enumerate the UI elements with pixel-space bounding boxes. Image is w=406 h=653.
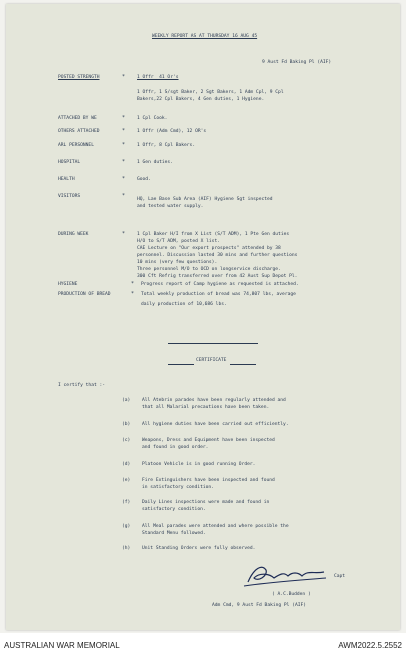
label-visitors: VISITORS: [58, 194, 81, 199]
cert-item-line: Weapons, Dress and Equipment have been inspected: [142, 438, 275, 443]
cert-item-line: Daily Lines inspections were made and found in: [142, 500, 270, 505]
cert-item-letter: (d): [122, 462, 131, 467]
cert-item-line: All Atebrin parades have been regularly attended and: [142, 398, 286, 403]
handwritten-signature: [240, 560, 328, 590]
cert-item-line: and found in good order.: [142, 445, 209, 450]
label-health: HEALTH: [58, 177, 75, 182]
cert-item-line: Unit Standing Orders were fully observed.: [142, 546, 256, 551]
arl-personnel-line: 1 Offr, 8 Cpl Bakers.: [137, 143, 196, 148]
bullet-asterisk: *: [122, 159, 126, 165]
cert-item-line: All Meal parades were attended and where possible the: [142, 524, 289, 529]
cert-item-letter: (e): [122, 478, 131, 483]
report-title: WEEKLY REPORT AS AT THURSDAY 16 AUG 45: [152, 34, 258, 39]
production-line: Total weekly production of bread was 74,807 lbs, average: [141, 292, 296, 297]
cert-item-line: in satisfactory condition.: [142, 485, 214, 490]
footer-institution: AUSTRALIAN WAR MEMORIAL: [4, 641, 120, 650]
during-week-line: 1 Cpl Baker H/I from X List (S/T ADM), 1 Pte Gen duties: [137, 232, 290, 237]
label-arl-personnel: ARL PERSONNEL: [58, 143, 94, 148]
production-line: daily production of 10,686 lbs.: [141, 302, 227, 307]
during-week-line: 300 Cft Refrig transferred over from 42 Aust Sup Depot Pl.: [137, 274, 298, 279]
signature-name: ( A.C.Budden ): [272, 592, 311, 597]
unit-name: 9 Aust Fd Baking Pl (AIF): [262, 60, 332, 65]
during-week-line: H/O to S/T ADM, posted X list.: [137, 239, 220, 244]
posted-strength-line: Bakers,22 Cpl Bakers, 4 Gen duties, 1 Hygiene.: [137, 97, 265, 102]
during-week-line: CAE Lecture on "Our export prospects" attended by 38: [137, 246, 281, 251]
cert-item-letter: (f): [122, 500, 131, 505]
certificate-intro: I certify that :-: [58, 383, 106, 388]
cert-item-line: Standard Menu followed.: [142, 531, 206, 536]
cert-item-line: that all Malarial precautions have been taken.: [142, 405, 270, 410]
cert-item-line: satisfactory condition.: [142, 507, 206, 512]
bullet-asterisk: *: [122, 74, 126, 80]
visitors-line: and tested water supply.: [137, 204, 204, 209]
health-line: Good.: [137, 177, 151, 182]
label-production-of-bread: PRODUCTION OF BREAD: [58, 292, 111, 297]
label-during-week: DURING WEEK: [58, 232, 89, 237]
bullet-asterisk: *: [122, 176, 126, 182]
bullet-asterisk: *: [131, 281, 135, 287]
bullet-asterisk: *: [122, 128, 126, 134]
certificate-heading: CERTIFICATE: [196, 358, 227, 363]
label-hospital: HOSPITAL: [58, 160, 81, 165]
bullet-asterisk: *: [131, 291, 135, 297]
cert-item-line: Platoon Vehicle is in good running Order.: [142, 462, 256, 467]
during-week-line: Three personnel M/O to OCD on longservice discharge.: [137, 267, 281, 272]
divider-line: [168, 343, 258, 344]
bullet-asterisk: *: [122, 142, 126, 148]
bullet-asterisk: *: [122, 231, 126, 237]
others-attached-line: 1 Offr (Adm Cmd), 12 OR's: [137, 129, 207, 134]
footer-accession-number: AWM2022.5.2552: [338, 641, 402, 650]
cert-item-line: Fire Extinguishers have been inspected and found: [142, 478, 275, 483]
label-others-attached: OTHERS ATTACHED: [58, 129, 100, 134]
signature-rank: Capt: [334, 574, 346, 579]
during-week-line: Progress report of Camp hygiene as requested is attached.: [141, 282, 299, 287]
cert-item-line: All hygiene duties have been carried out efficiently.: [142, 422, 289, 427]
visitors-line: HQ, Lae Base Sub Area (AIF) Hygiene Sgt inspected: [137, 197, 273, 202]
bullet-asterisk: *: [122, 115, 126, 121]
label-attached-by-we: ATTACHED BY WE: [58, 116, 97, 121]
during-week-line: personnel. Discussion lasted 30 mins and further questions: [137, 253, 298, 258]
signature-title: Adm Cmd, 9 Aust Fd Baking Pl (AIF): [212, 603, 307, 608]
cert-item-letter: (c): [122, 438, 131, 443]
label-hygiene: HYGIENE: [58, 282, 78, 287]
divider-line: [168, 364, 194, 365]
cert-item-letter: (h): [122, 546, 131, 551]
posted-strength-line: 1 Offr, 1 S/sgt Baker, 2 Sgt Bakers, 1 Adm Cpl, 9 Cpl: [137, 90, 284, 95]
during-week-line: 10 mins (very few questions).: [137, 260, 218, 265]
cert-item-letter: (b): [122, 422, 131, 427]
posted-strength-line: 1 Offr 41 Or's: [137, 75, 179, 80]
hospital-line: 1 Gen duties.: [137, 160, 173, 165]
label-posted-strength: POSTED STRENGTH: [58, 75, 100, 80]
divider-line: [230, 364, 256, 365]
cert-item-letter: (a): [122, 398, 131, 403]
attached-line: 1 Cpl Cook.: [137, 116, 168, 121]
bullet-asterisk: *: [122, 193, 126, 199]
cert-item-letter: (g): [122, 524, 131, 529]
archive-footer: [0, 633, 406, 653]
